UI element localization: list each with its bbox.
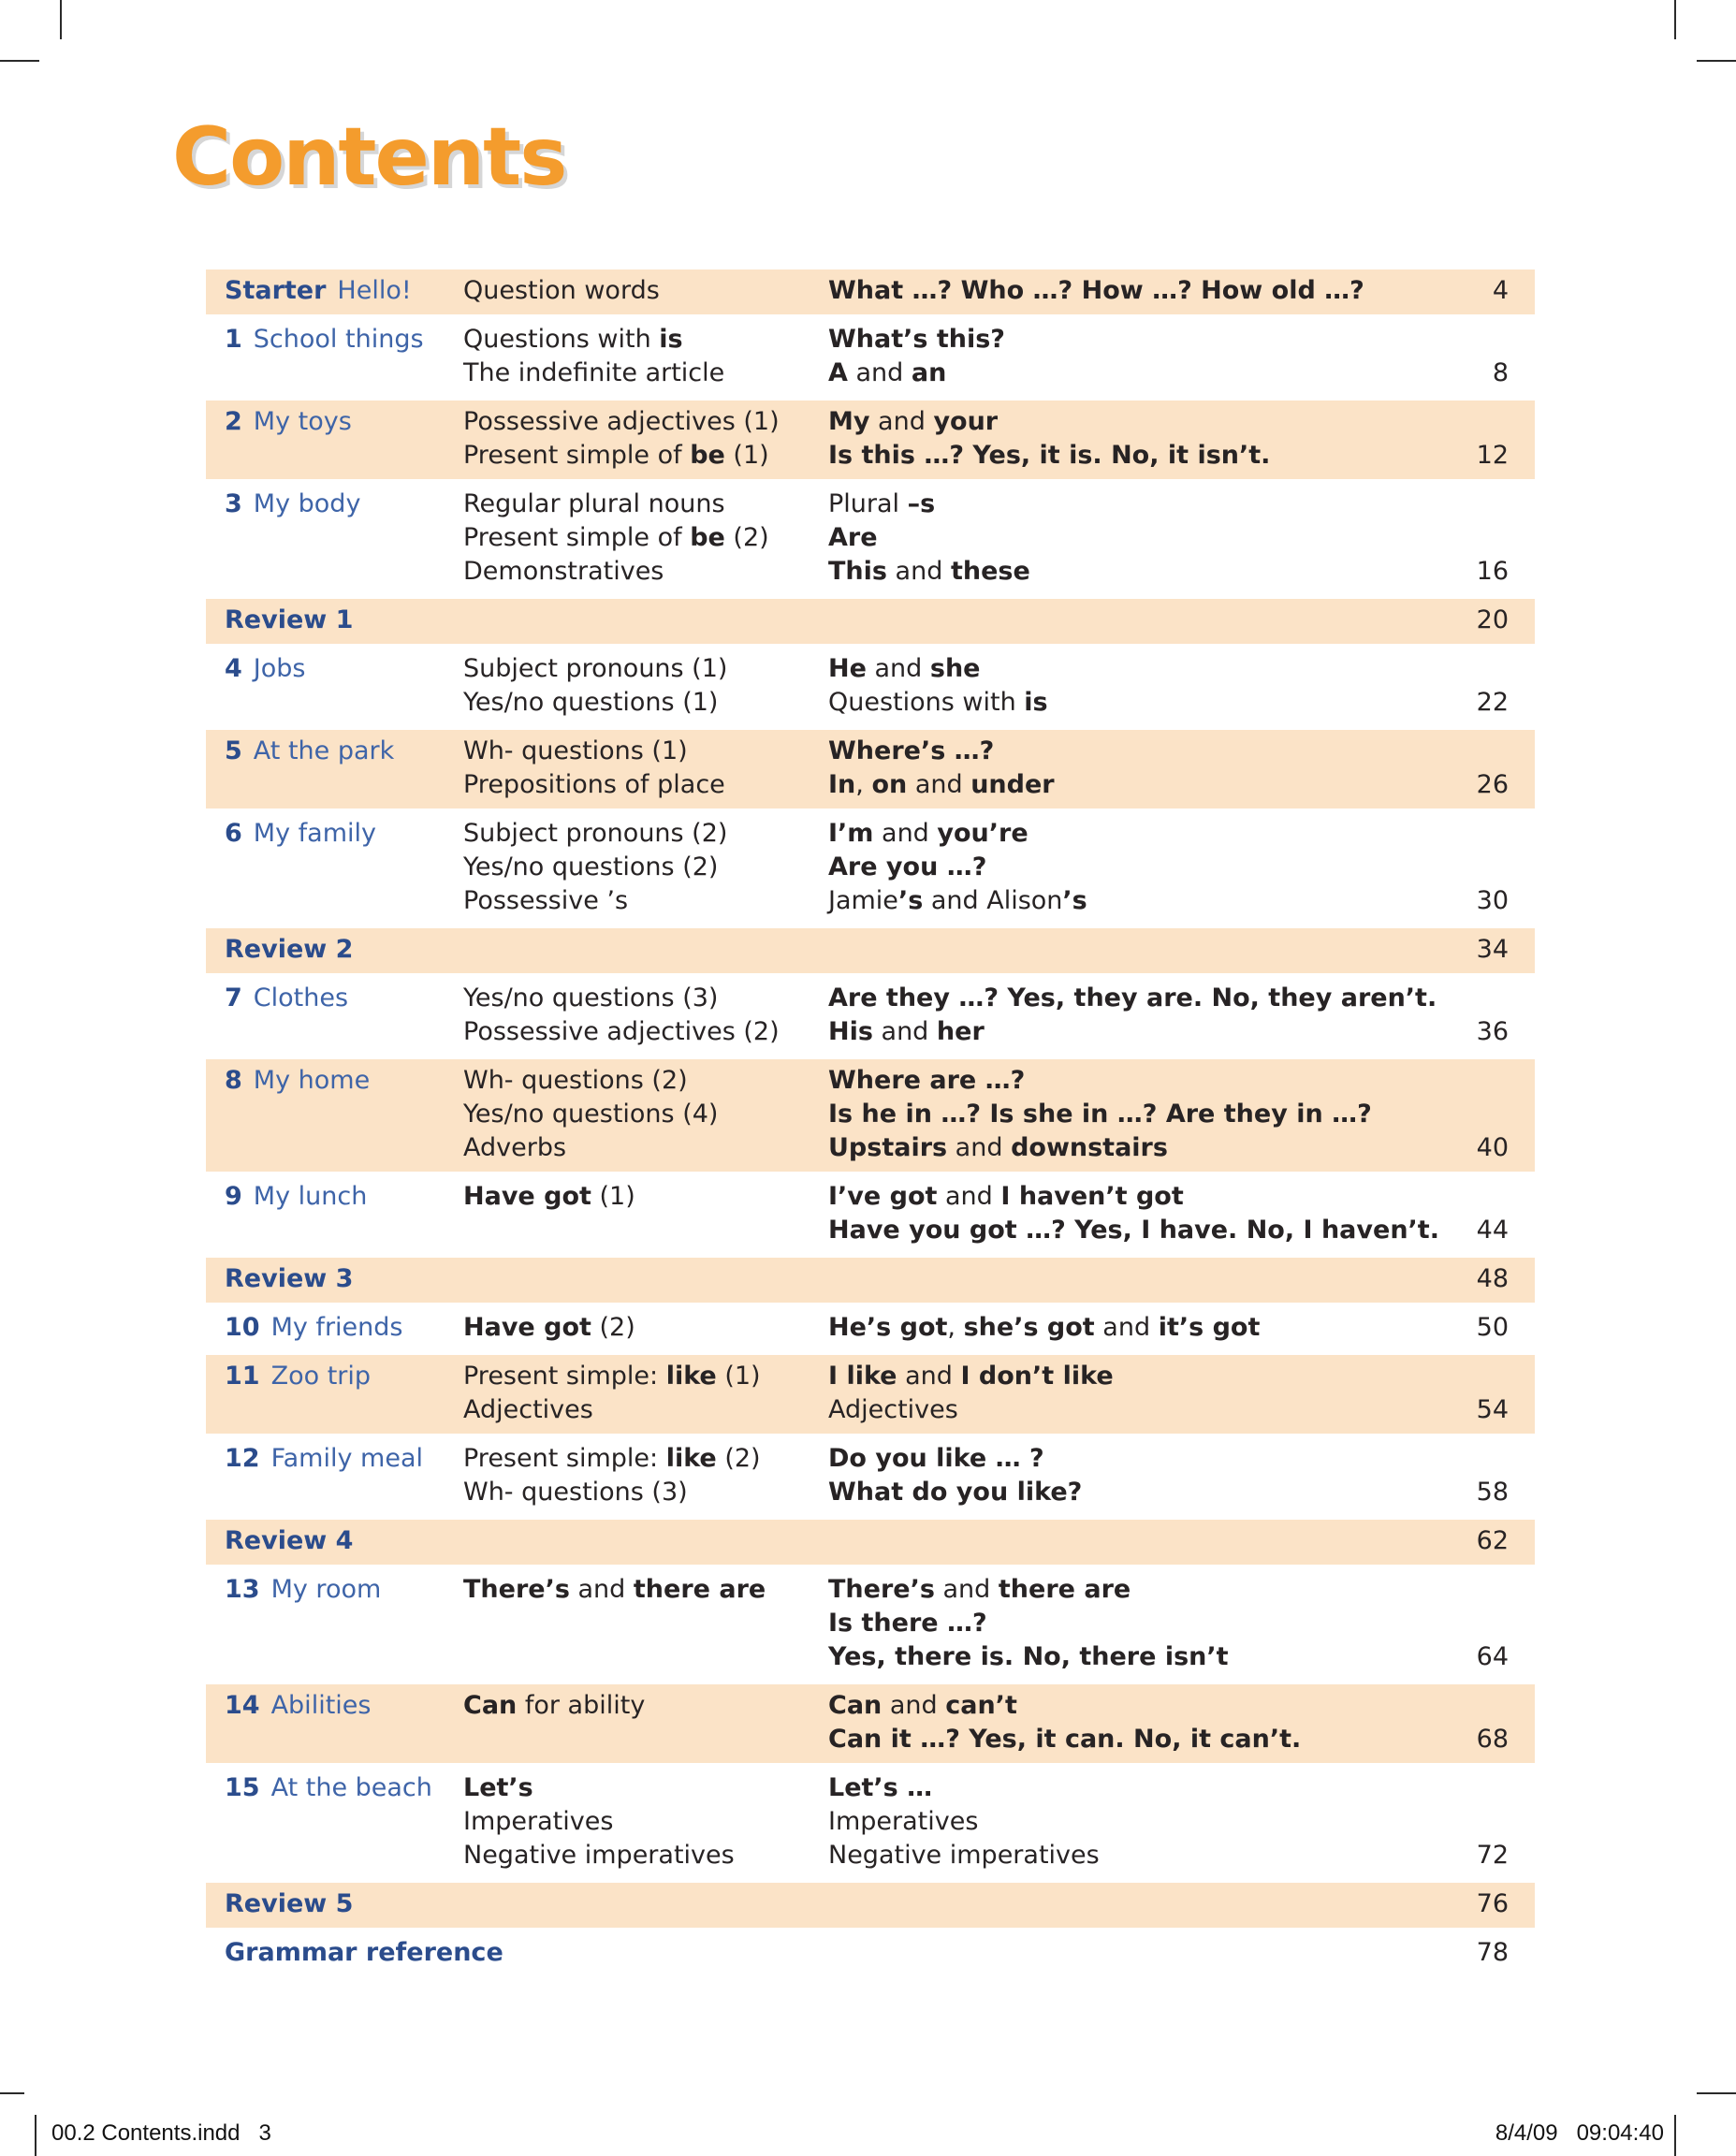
unit-cell [206,488,463,589]
grammar-line: Possessive ’s [463,886,629,915]
example-line: Have you got …? Yes, I have. No, I haven’t. [828,1216,1439,1245]
unit-cell [206,405,463,473]
toc-row [206,1931,1535,1976]
examples-cell [828,652,1455,720]
examples-cell [828,1064,1455,1165]
example-line: What do you like? [828,1478,1083,1507]
unit-cell [206,1689,463,1756]
example-line: This and these [828,557,1030,586]
unit-cell [206,735,463,802]
example-line: I’ve got and I haven’t got [828,1182,1184,1211]
page-number: 44 [1476,1216,1509,1245]
toc-row [206,270,1535,314]
crop-mark [1697,60,1736,62]
examples-cell [828,1442,1455,1509]
page-title: Contents [172,110,566,204]
grammar-cell [463,817,828,918]
review-title: Review 3 [225,1264,354,1293]
unit-cell [206,1311,463,1345]
example-line: What …? Who …? How …? How old …? [828,276,1364,305]
toc-row [206,1355,1535,1434]
grammar-cell [463,323,828,390]
unit-number: 11 [225,1362,260,1391]
grammar-cell [463,488,828,589]
toc-row [206,812,1535,925]
grammar-line: Subject pronouns (2) [463,819,728,848]
example-line: Where’s …? [828,736,995,765]
page-number: 4 [1492,276,1509,305]
page-number: 64 [1476,1642,1509,1671]
crop-mark [1674,0,1676,39]
example-line: Let’s … [828,1773,933,1802]
crop-mark [60,0,62,39]
crop-mark [0,2092,24,2094]
grammar-line: Can for ability [463,1691,646,1720]
unit-number: 9 [225,1182,242,1211]
grammar-line: Demonstratives [463,557,664,586]
unit-title: Abilities [270,1691,372,1720]
page-number: 20 [1476,605,1509,634]
examples-cell [828,735,1455,802]
unit-number: 10 [225,1313,260,1342]
grammar-line: Prepositions of place [463,770,725,799]
unit-number: 8 [225,1066,242,1095]
unit-title: Family meal [270,1444,423,1473]
grammar-line: Yes/no questions (3) [463,983,719,1012]
unit-title: My room [270,1575,382,1604]
page-number: 78 [1476,1938,1509,1967]
grammar-cell [463,982,828,1049]
unit-number: 5 [225,736,242,765]
crop-mark [0,60,39,62]
unit-title: School things [253,325,424,354]
unit-title: Jobs [253,654,306,683]
page-number: 26 [1476,770,1509,799]
page-number: 22 [1476,688,1509,717]
page-number: 34 [1476,935,1509,964]
toc-row [206,1568,1535,1681]
unit-number: 6 [225,819,242,848]
contents-table [206,270,1535,1980]
grammar-cell [463,1573,828,1674]
grammar-line: Imperatives [463,1807,614,1836]
grammar-line: Question words [463,276,660,305]
examples-cell [828,274,1455,308]
unit-title: My toys [253,407,352,436]
grammar-cell [463,274,828,308]
toc-row [206,648,1535,726]
grammar-line: Have got (2) [463,1313,635,1342]
example-line: Adjectives [828,1395,958,1424]
grammar-line: Present simple: like (1) [463,1362,761,1391]
grammar-line: Questions with is [463,325,683,354]
example-line: Can it …? Yes, it can. No, it can’t. [828,1725,1302,1754]
unit-number: 4 [225,654,242,683]
unit-number: 2 [225,407,242,436]
grammar-reference-title: Grammar reference [225,1938,503,1967]
examples-cell [828,1180,1455,1247]
grammar-line: Wh- questions (1) [463,736,688,765]
unit-title: My lunch [253,1182,368,1211]
page-number: 68 [1476,1725,1509,1754]
grammar-cell [463,405,828,473]
grammar-line: Regular plural nouns [463,489,725,518]
unit-cell [206,1573,463,1674]
toc-row [206,599,1535,644]
unit-cell [206,1442,463,1509]
example-line: Imperatives [828,1807,979,1836]
grammar-line: Subject pronouns (1) [463,654,728,683]
review-title: Review 1 [225,605,354,634]
toc-row [206,1175,1535,1254]
review-title: Review 2 [225,935,354,964]
grammar-line: Present simple of be (1) [463,441,769,470]
toc-row [206,1437,1535,1516]
page-number: 16 [1476,557,1509,586]
example-line: Is this …? Yes, it is. No, it isn’t. [828,441,1271,470]
unit-title: Hello! [337,276,412,305]
grammar-cell [463,735,828,802]
examples-cell [828,1360,1455,1427]
unit-cell [206,323,463,390]
grammar-cell [463,1771,828,1872]
example-line: Is he in …? Is she in …? Are they in …? [828,1100,1372,1129]
unit-cell [206,1180,463,1247]
example-line: I like and I don’t like [828,1362,1114,1391]
examples-cell [828,1573,1455,1674]
crop-mark [35,2115,36,2156]
page-number: 30 [1476,886,1509,915]
unit-number: 14 [225,1691,260,1720]
grammar-cell [463,1064,828,1165]
toc-row [206,483,1535,595]
page-number: 58 [1476,1478,1509,1507]
crop-mark [1697,2092,1736,2094]
example-line: I’m and you’re [828,819,1028,848]
unit-title: At the park [253,736,395,765]
unit-number: 13 [225,1575,260,1604]
examples-cell [828,982,1455,1049]
grammar-line: Yes/no questions (2) [463,852,719,881]
example-line: Are [828,523,878,552]
toc-row [206,318,1535,397]
unit-number: 7 [225,983,242,1012]
unit-cell [206,1771,463,1872]
grammar-line: Possessive adjectives (1) [463,407,780,436]
grammar-line: The indefinite article [463,358,725,387]
grammar-line: Present simple of be (2) [463,523,769,552]
grammar-line: Yes/no questions (4) [463,1100,719,1129]
toc-row [206,928,1535,973]
grammar-cell [463,1360,828,1427]
example-line: In, on and under [828,770,1055,799]
unit-cell [206,274,463,308]
page-number: 48 [1476,1264,1509,1293]
toc-row [206,1258,1535,1303]
example-line: Plural –s [828,489,936,518]
unit-title: At the beach [270,1773,432,1802]
grammar-line: Have got (1) [463,1182,635,1211]
grammar-line: Adjectives [463,1395,593,1424]
page-number: 36 [1476,1017,1509,1046]
grammar-cell [463,1180,828,1247]
example-line: His and her [828,1017,985,1046]
example-line: What’s this? [828,325,1005,354]
toc-row [206,730,1535,808]
grammar-cell [463,1689,828,1756]
example-line: Questions with is [828,688,1048,717]
unit-number: 3 [225,489,242,518]
example-line: He and she [828,654,981,683]
toc-row [206,1520,1535,1565]
print-slug-timestamp: 8/4/09 09:04:40 [1495,2120,1664,2146]
unit-number: Starter [225,276,327,305]
examples-cell [828,1311,1455,1345]
unit-title: Zoo trip [270,1362,372,1391]
grammar-line: There’s and there are [463,1575,766,1604]
grammar-line: Possessive adjectives (2) [463,1017,780,1046]
grammar-cell [463,1442,828,1509]
grammar-line: Present simple: like (2) [463,1444,761,1473]
example-line: Jamie’s and Alison’s [828,886,1087,915]
page-number: 8 [1492,358,1509,387]
example-line: A and an [828,358,947,387]
toc-row [206,1684,1535,1763]
unit-title: Clothes [253,983,349,1012]
unit-cell [206,1064,463,1165]
examples-cell [828,817,1455,918]
examples-cell [828,1689,1455,1756]
print-slug-filename: 00.2 Contents.indd 3 [51,2120,271,2146]
grammar-line: Let’s [463,1773,533,1802]
page-number: 72 [1476,1841,1509,1870]
unit-cell [206,982,463,1049]
example-line: Are they …? Yes, they are. No, they aren’t. [828,983,1437,1012]
toc-row [206,977,1535,1056]
unit-cell [206,652,463,720]
page-number: 12 [1476,441,1509,470]
unit-title: My home [253,1066,371,1095]
toc-row [206,401,1535,479]
page-number: 62 [1476,1526,1509,1555]
unit-title: My family [253,819,376,848]
examples-cell [828,405,1455,473]
review-title: Review 5 [225,1889,354,1918]
crop-mark [1674,2115,1676,2156]
example-line: Do you like … ? [828,1444,1044,1473]
unit-title: My friends [270,1313,403,1342]
page-number: 54 [1476,1395,1509,1424]
example-line: Upstairs and downstairs [828,1133,1168,1162]
grammar-line: Negative imperatives [463,1841,735,1870]
grammar-line: Wh- questions (3) [463,1478,688,1507]
review-title: Review 4 [225,1526,354,1555]
examples-cell [828,1771,1455,1872]
unit-cell [206,817,463,918]
grammar-cell [463,652,828,720]
examples-cell [828,323,1455,390]
grammar-line: Adverbs [463,1133,567,1162]
unit-number: 1 [225,325,242,354]
unit-number: 15 [225,1773,260,1802]
grammar-line: Yes/no questions (1) [463,688,719,717]
grammar-cell [463,1311,828,1345]
example-line: Where are …? [828,1066,1026,1095]
grammar-line: Wh- questions (2) [463,1066,688,1095]
unit-number: 12 [225,1444,260,1473]
toc-row [206,1059,1535,1172]
example-line: There’s and there are [828,1575,1131,1604]
page-number: 76 [1476,1889,1509,1918]
toc-row [206,1767,1535,1879]
unit-title: My body [253,489,361,518]
page-number: 50 [1476,1313,1509,1342]
example-line: Are you …? [828,852,987,881]
toc-row [206,1306,1535,1351]
example-line: Is there …? [828,1609,987,1638]
example-line: He’s got, she’s got and it’s got [828,1313,1261,1342]
examples-cell [828,488,1455,589]
example-line: Negative imperatives [828,1841,1100,1870]
unit-cell [206,1360,463,1427]
toc-row [206,1883,1535,1928]
page-number: 40 [1476,1133,1509,1162]
example-line: Can and can’t [828,1691,1017,1720]
example-line: My and your [828,407,999,436]
example-line: Yes, there is. No, there isn’t [828,1642,1229,1671]
